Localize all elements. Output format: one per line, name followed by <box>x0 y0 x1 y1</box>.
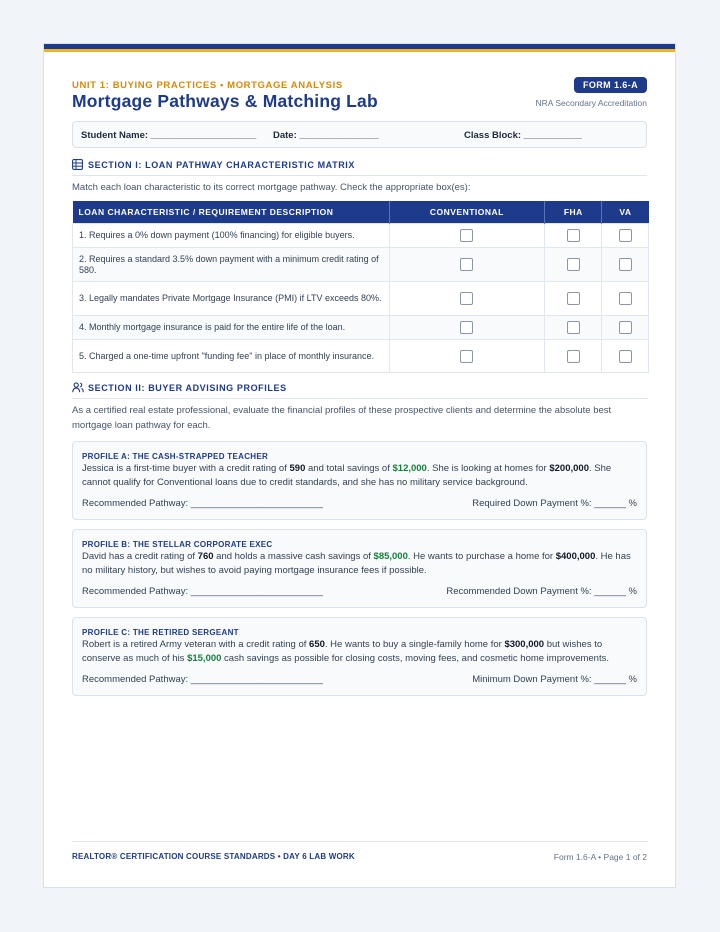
profile-card-a <box>72 441 647 520</box>
table-row <box>73 248 649 282</box>
section-1-instructions: Match each loan characteristic to its correct mortgage pathway. Check the appropriate box(es): <box>72 182 471 193</box>
column-header-conventional: CONVENTIONAL <box>389 201 545 224</box>
worksheet-page <box>43 43 676 888</box>
recommended-pathway-field[interactable]: Recommended Pathway: _________________________ <box>82 674 323 685</box>
characteristic-text: 2. Requires a standard 3.5% down payment with a minimum credit rating of 580. <box>73 248 390 282</box>
fha-checkbox[interactable] <box>567 258 580 271</box>
form-badge: FORM 1.6-A <box>574 77 647 93</box>
unit-label: UNIT 1: BUYING PRACTICES • MORTGAGE ANALYSIS <box>72 80 343 91</box>
characteristic-text: 3. Legally mandates Private Mortgage Insurance (PMI) if LTV exceeds 80%. <box>73 282 390 316</box>
conventional-checkbox[interactable] <box>460 321 473 334</box>
profile-card-c <box>72 617 647 696</box>
recommended-pathway-field[interactable]: Recommended Pathway: _________________________ <box>82 498 323 509</box>
column-header-va: VA <box>602 201 649 224</box>
profile-description: Robert is a retired Army veteran with a credit rating of 650. He wants to buy a single-family home for $300,000 but wishes to conserve as much of his $15,000 cash savings as possible for closing costs, moving fees, and cosmetic home improvements. <box>82 639 609 664</box>
down-payment-field[interactable]: Minimum Down Payment %: ______ % <box>472 674 637 685</box>
characteristic-text: 5. Charged a one-time upfront "funding fee" in place of monthly insurance. <box>73 340 390 373</box>
date-field[interactable]: Date: _______________ <box>273 130 379 141</box>
users-icon <box>72 382 84 393</box>
profile-description: Jessica is a first-time buyer with a credit rating of 590 and total savings of $12,000. She is looking at homes for $200,000. She cannot qualify for Conventional loans due to credit standards, and she has no military service background. <box>82 463 612 488</box>
down-payment-field[interactable]: Recommended Down Payment %: ______ % <box>446 586 637 597</box>
profile-label: PROFILE C: THE RETIRED SERGEANT <box>82 628 239 637</box>
conventional-checkbox[interactable] <box>460 229 473 242</box>
table-row <box>73 224 649 248</box>
top-accent-stripe <box>44 49 675 52</box>
column-header-characteristic: LOAN CHARACTERISTIC / REQUIREMENT DESCRIPTION <box>73 201 390 224</box>
conventional-checkbox[interactable] <box>460 350 473 363</box>
profile-description: David has a credit rating of 760 and holds a massive cash savings of $85,000. He wants to purchase a home for $400,000. He has no military history, but wishes to avoid paying mortgage insurance fees if possible. <box>82 551 631 576</box>
down-payment-field[interactable]: Required Down Payment %: ______ % <box>472 498 637 509</box>
accreditation-label: NRA Secondary Accreditation <box>535 98 647 108</box>
table-row <box>73 340 649 373</box>
fha-checkbox[interactable] <box>567 292 580 305</box>
fha-checkbox[interactable] <box>567 229 580 242</box>
section-2-title: SECTION II: BUYER ADVISING PROFILES <box>88 383 287 393</box>
fha-checkbox[interactable] <box>567 321 580 334</box>
student-name-field[interactable]: Student Name: ____________________ <box>81 130 257 141</box>
section-2-intro: As a certified real estate professional, evaluate the financial profiles of these prospective clients and determine the absolute best mortgage loan pathway for each. <box>72 405 612 431</box>
loan-matrix-table <box>72 201 649 373</box>
footer-page-number: Form 1.6-A • Page 1 of 2 <box>553 852 647 862</box>
va-checkbox[interactable] <box>619 321 632 334</box>
section-2-heading <box>72 382 647 399</box>
characteristic-text: 1. Requires a 0% down payment (100% financing) for eligible buyers. <box>73 224 390 248</box>
conventional-checkbox[interactable] <box>460 258 473 271</box>
fha-checkbox[interactable] <box>567 350 580 363</box>
va-checkbox[interactable] <box>619 350 632 363</box>
va-checkbox[interactable] <box>619 292 632 305</box>
section-1-title: SECTION I: LOAN PATHWAY CHARACTERISTIC MATRIX <box>88 160 356 170</box>
page-title: Mortgage Pathways & Matching Lab <box>72 91 378 111</box>
page-footer <box>72 841 647 872</box>
va-checkbox[interactable] <box>619 258 632 271</box>
table-row <box>73 316 649 340</box>
characteristic-text: 4. Monthly mortgage insurance is paid for the entire life of the loan. <box>73 316 390 340</box>
class-block-field[interactable]: Class Block: ___________ <box>464 130 582 141</box>
profile-card-b <box>72 529 647 608</box>
va-checkbox[interactable] <box>619 229 632 242</box>
profile-label: PROFILE A: THE CASH-STRAPPED TEACHER <box>82 452 269 461</box>
column-header-fha: FHA <box>545 201 602 224</box>
student-info-box <box>72 121 647 148</box>
grid-icon <box>72 159 83 170</box>
section-1-heading <box>72 159 647 176</box>
table-row <box>73 282 649 316</box>
recommended-pathway-field[interactable]: Recommended Pathway: _________________________ <box>82 586 323 597</box>
profile-label: PROFILE B: THE STELLAR CORPORATE EXEC <box>82 540 273 549</box>
footer-course-label: REALTOR® CERTIFICATION COURSE STANDARDS • DAY 6 LAB WORK <box>72 852 355 861</box>
conventional-checkbox[interactable] <box>460 292 473 305</box>
